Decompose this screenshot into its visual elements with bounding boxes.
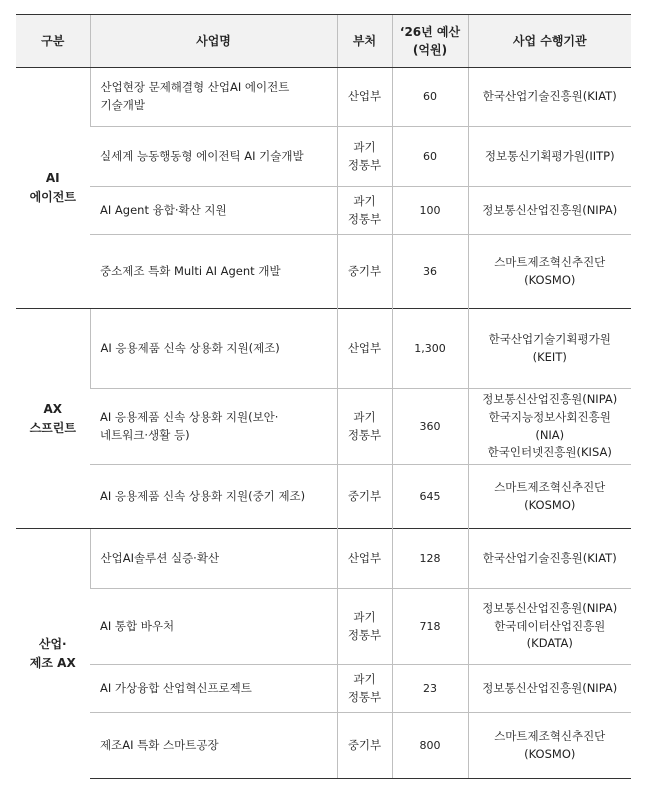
budget-cell: 60 bbox=[392, 127, 468, 187]
table-row bbox=[16, 589, 631, 665]
table-row bbox=[16, 529, 631, 589]
agency-cell: 한국산업기술진흥원(KIAT) bbox=[468, 529, 631, 589]
project-name-cell: AI 응용제품 신속 상용화 지원(중기 제조) bbox=[90, 465, 337, 529]
table-row bbox=[16, 127, 631, 187]
agency-cell: 정보통신기획평가원(IITP) bbox=[468, 127, 631, 187]
category-cell: 산업· 제조 AX bbox=[16, 529, 90, 779]
ministry-cell: 과기 정통부 bbox=[337, 127, 392, 187]
ministry-cell: 산업부 bbox=[337, 529, 392, 589]
header-project-name: 사업명 bbox=[90, 15, 337, 68]
project-name-cell: AI Agent 융합·확산 지원 bbox=[90, 187, 337, 235]
category-cell: AX 스프린트 bbox=[16, 309, 90, 529]
agency-cell: 정보통신산업진흥원(NIPA) 한국데이터산업진흥원 (KDATA) bbox=[468, 589, 631, 665]
ministry-cell: 과기 정통부 bbox=[337, 389, 392, 465]
ministry-cell: 과기 정통부 bbox=[337, 187, 392, 235]
budget-cell: 36 bbox=[392, 235, 468, 309]
budget-cell: 100 bbox=[392, 187, 468, 235]
project-name-cell: AI 가상융합 산업혁신프로젝트 bbox=[90, 665, 337, 713]
table-row bbox=[16, 235, 631, 309]
budget-table bbox=[16, 14, 631, 779]
budget-cell: 360 bbox=[392, 389, 468, 465]
header-ministry: 부처 bbox=[337, 15, 392, 68]
project-name-cell: AI 응용제품 신속 상용화 지원(제조) bbox=[90, 309, 337, 389]
agency-cell: 스마트제조혁신추진단 (KOSMO) bbox=[468, 713, 631, 779]
agency-cell: 한국산업기술기획평가원 (KEIT) bbox=[468, 309, 631, 389]
table-row bbox=[16, 665, 631, 713]
table-row bbox=[16, 309, 631, 389]
project-name-cell: AI 응용제품 신속 상용화 지원(보안· 네트워크·생활 등) bbox=[90, 389, 337, 465]
ministry-cell: 과기 정통부 bbox=[337, 665, 392, 713]
ministry-cell: 산업부 bbox=[337, 309, 392, 389]
ministry-cell: 중기부 bbox=[337, 465, 392, 529]
category-cell: AI 에이전트 bbox=[16, 68, 90, 309]
ministry-cell: 중기부 bbox=[337, 235, 392, 309]
table-row bbox=[16, 68, 631, 127]
project-name-cell: AI 통합 바우처 bbox=[90, 589, 337, 665]
ministry-cell: 과기 정통부 bbox=[337, 589, 392, 665]
project-name-cell: 산업AI솔루션 실증·확산 bbox=[90, 529, 337, 589]
budget-cell: 800 bbox=[392, 713, 468, 779]
project-name-cell: 실세계 능동행동형 에이전틱 AI 기술개발 bbox=[90, 127, 337, 187]
agency-cell: 스마트제조혁신추진단 (KOSMO) bbox=[468, 465, 631, 529]
ministry-cell: 산업부 bbox=[337, 68, 392, 127]
table-row bbox=[16, 187, 631, 235]
table-row bbox=[16, 389, 631, 465]
agency-cell: 한국산업기술진흥원(KIAT) bbox=[468, 68, 631, 127]
project-name-cell: 산업현장 문제해결형 산업AI 에이전트 기술개발 bbox=[90, 68, 337, 127]
budget-cell: 718 bbox=[392, 589, 468, 665]
agency-cell: 정보통신산업진흥원(NIPA) bbox=[468, 665, 631, 713]
table-row bbox=[16, 713, 631, 779]
budget-cell: 1,300 bbox=[392, 309, 468, 389]
agency-cell: 정보통신산업진흥원(NIPA) 한국지능정보사회진흥원(NIA) 한국인터넷진흥원(KISA) bbox=[468, 389, 631, 465]
budget-cell: 128 bbox=[392, 529, 468, 589]
header-budget: ‘26년 예산 (억원) bbox=[392, 15, 468, 68]
agency-cell: 스마트제조혁신추진단 (KOSMO) bbox=[468, 235, 631, 309]
budget-cell: 23 bbox=[392, 665, 468, 713]
ministry-cell: 중기부 bbox=[337, 713, 392, 779]
header-row bbox=[16, 15, 631, 68]
project-name-cell: 중소제조 특화 Multi AI Agent 개발 bbox=[90, 235, 337, 309]
header-agency: 사업 수행기관 bbox=[468, 15, 631, 68]
agency-cell: 정보통신산업진흥원(NIPA) bbox=[468, 187, 631, 235]
header-category: 구분 bbox=[16, 15, 90, 68]
project-name-cell: 제조AI 특화 스마트공장 bbox=[90, 713, 337, 779]
table-row bbox=[16, 465, 631, 529]
budget-cell: 60 bbox=[392, 68, 468, 127]
budget-cell: 645 bbox=[392, 465, 468, 529]
